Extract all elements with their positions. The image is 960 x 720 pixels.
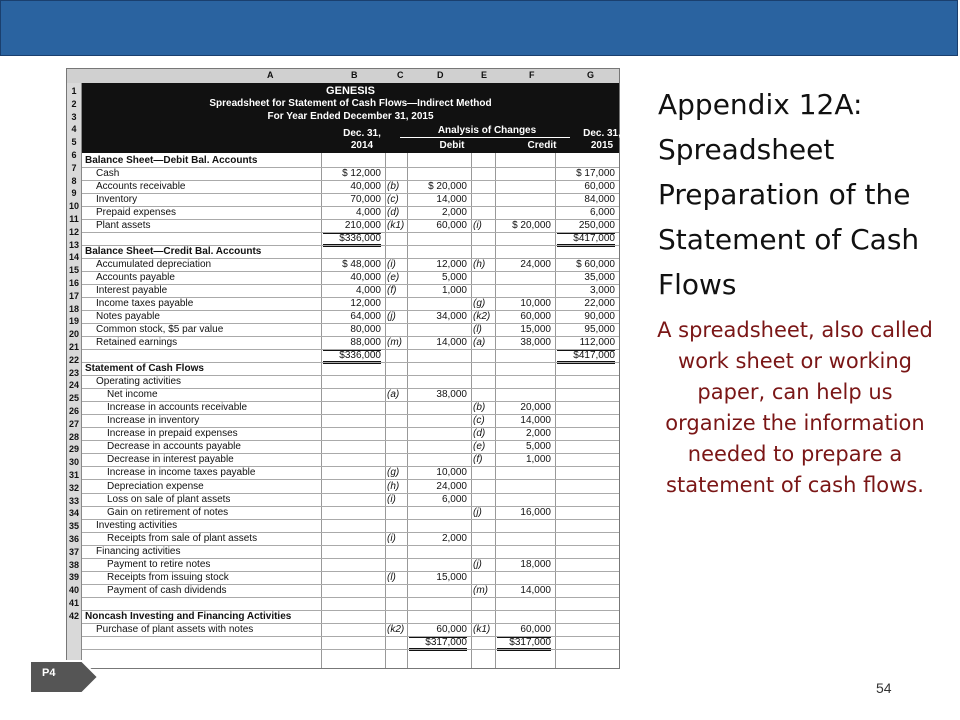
row-label: Increase in prepaid expenses [107,428,238,440]
row-label: Gain on retirement of notes [107,506,229,518]
cell-e: (k2) [473,311,491,323]
row-number: 41 [68,598,79,608]
cell-e: (h) [473,259,486,271]
cell-d: $317,000 [409,637,467,651]
row-label: Balance Sheet—Credit Bal. Accounts [85,246,262,258]
grid-line-f [495,153,496,668]
cell-e: (i) [473,220,482,232]
cell-f: 60,000 [520,311,551,323]
cell-f: 14,000 [520,415,551,427]
cell-g: $ 17,000 [576,168,615,180]
grid-line-d [407,153,408,668]
row-number: 36 [68,534,79,544]
row-number: 14 [68,252,79,263]
row-label: Balance Sheet—Debit Bal. Accounts [85,155,258,166]
cell-c: (b) [387,181,400,193]
title-bar [0,0,958,56]
header-analysis-of-changes: Analysis of Changes [437,125,537,136]
cell-c: (f) [387,285,397,297]
row-number: 15 [68,265,79,276]
row-label: Payment of cash dividends [107,584,227,596]
cell-g: $417,000 [557,233,615,247]
row-label: Financing activities [96,545,181,557]
row-number: 24 [68,380,79,391]
company-name: GENESIS [326,85,375,97]
cell-e: (m) [473,584,488,596]
cell-b: $ 12,000 [342,168,381,180]
row-label: Investing activities [96,519,178,531]
cell-e: (j) [473,506,482,518]
cell-d: 2,000 [441,532,467,544]
row-number: 18 [68,303,79,314]
row-number: 16 [68,278,79,288]
row-number: 28 [68,431,79,442]
cell-e: (b) [473,402,486,414]
cell-f: 38,000 [520,337,551,349]
row-number: 40 [68,585,79,596]
row-number: 34 [68,508,79,519]
cell-e: (g) [473,298,486,310]
cash-flow-spreadsheet [66,68,620,669]
spreadsheet-header [82,83,619,153]
row-label: Net income [107,389,158,401]
cell-b: 88,000 [350,337,381,349]
row-number: 30 [68,457,79,468]
header-debit: Debit [439,140,465,151]
row-number: 25 [68,393,79,404]
row-number: 42 [68,610,79,621]
cell-g: 6,000 [589,207,615,219]
cell-c: (m) [387,337,402,349]
row-label: Increase in inventory [107,415,200,427]
cell-c: (g) [387,467,400,479]
row-number: 2 [71,98,77,109]
objective-arrow-icon [30,657,100,697]
row-number: 39 [68,572,79,583]
row-label: Interest payable [96,285,168,297]
row-number: 20 [68,329,79,340]
cell-c: (i) [387,493,396,505]
column-header-f: F [529,70,535,80]
cell-c: (d) [387,207,400,219]
row-number: 17 [68,290,79,301]
row-label: Loss on sale of plant assets [107,493,231,505]
column-header-g: G [587,70,595,80]
cell-g: 22,000 [584,298,615,310]
cell-f: 24,000 [520,259,551,271]
header-divider [400,137,570,138]
cell-b: 64,000 [350,311,381,323]
cell-e: (k1) [473,623,491,635]
row-label: Inventory [96,194,138,206]
row-label: Cash [96,168,120,180]
slide-title: Appendix 12A: Spreadsheet Preparation of the Statement of Cash Flows [658,88,920,301]
cell-e: (j) [473,558,482,570]
cell-b: 80,000 [350,324,381,336]
column-header-a: A [267,70,274,80]
row-number: 5 [71,137,77,148]
row-label: Accumulated depreciation [96,259,212,271]
row-number: 10 [68,201,79,212]
cell-e: (e) [473,441,486,453]
cell-c: (c) [387,194,399,206]
row-label: Statement of Cash Flows [85,363,204,375]
header-year-2014: 2014 [350,140,374,151]
cell-b: $336,000 [323,350,381,364]
cell-d: 60,000 [436,623,467,635]
row-number-column [67,83,82,668]
row-label: Operating activities [96,376,182,388]
cell-g: 3,000 [589,285,615,297]
row-number: 31 [68,470,79,480]
row-number: 27 [68,418,79,429]
row-label: Noncash Investing and Financing Activities [85,610,292,622]
cell-b: 4,000 [355,207,381,219]
cell-d: 10,000 [436,467,467,479]
cell-d: 2,000 [441,207,467,219]
row-label: Retained earnings [96,337,178,349]
cell-d: 12,000 [436,259,467,271]
cell-c: (e) [387,272,400,284]
cell-g: 112,000 [579,337,615,349]
row-label: Notes payable [96,311,160,323]
row-number: 7 [71,162,77,173]
cell-b: 70,000 [350,194,381,206]
grid-line-g [555,153,556,668]
row-label: Payment to retire notes [107,558,211,570]
cell-d: 5,000 [441,272,467,284]
grid-line-b [321,153,322,668]
header-year-2015: 2015 [590,140,614,151]
row-number: 13 [68,239,79,250]
cell-f: 16,000 [520,506,551,518]
row-label: Decrease in interest payable [107,454,234,466]
cell-c: (j) [387,311,396,323]
row-divider [82,597,619,598]
cell-f: 10,000 [520,298,551,310]
cell-g: $ 60,000 [576,259,615,271]
cell-c: (h) [387,480,400,492]
cell-d: 60,000 [436,220,467,232]
column-header-c: C [397,70,404,80]
row-label: Purchase of plant assets with notes [96,623,254,635]
cell-f: 14,000 [520,584,551,596]
cell-f: 60,000 [520,623,551,635]
row-number: 23 [68,367,79,378]
cell-d: 15,000 [436,571,467,583]
cell-d: 14,000 [436,194,467,206]
spreadsheet-subtitle: Spreadsheet for Statement of Cash Flows—Indirect Method [209,98,492,109]
cell-f: 1,000 [525,454,551,466]
row-label: Receipts from issuing stock [107,571,229,583]
header-dec31-2015: Dec. 31, [583,128,621,139]
slide-description: A spreadsheet, also called work sheet or working paper, can help us organize the information needed to prepare a statement of cash flows. [657,318,933,497]
cell-f: $317,000 [497,637,551,651]
cell-b: $ 48,000 [342,259,381,271]
column-header-e: E [481,70,488,80]
cell-d: 24,000 [436,480,467,492]
row-number: 35 [68,521,79,532]
row-number: 3 [71,111,77,122]
cell-f: 5,000 [525,441,551,453]
cell-g: 60,000 [584,181,615,193]
header-dec31-2014: Dec. 31, [343,128,381,139]
cell-f: 20,000 [520,402,551,414]
row-number: 38 [68,559,79,570]
cell-f: $ 20,000 [512,220,551,232]
cell-d: 14,000 [436,337,467,349]
row-label: Accounts payable [96,272,175,284]
cell-f: 15,000 [520,324,551,336]
row-number: 12 [68,226,79,237]
cell-d: 34,000 [436,311,467,323]
cell-g: 95,000 [584,324,615,336]
spreadsheet-period: For Year Ended December 31, 2015 [267,111,434,122]
row-number: 8 [71,175,77,186]
grid-line-c [385,153,386,668]
row-number: 9 [71,188,77,199]
cell-f: 2,000 [525,428,551,440]
row-label: Plant assets [96,220,151,232]
row-number: 37 [68,546,79,557]
row-label: Common stock, $5 par value [96,324,224,336]
row-number: 11 [69,214,79,224]
cell-c: (k2) [387,623,405,635]
row-label: Decrease in accounts payable [107,441,241,453]
cell-e: (f) [473,454,483,466]
cell-g: 90,000 [584,311,615,323]
cell-b: $336,000 [323,233,381,247]
objective-tag: P4 [42,667,56,679]
row-label: Increase in accounts receivable [107,402,248,414]
cell-e: (d) [473,428,486,440]
column-header-b: B [351,70,358,80]
row-number: 1 [71,86,77,96]
cell-g: 250,000 [578,220,615,232]
row-label: Increase in income taxes payable [107,467,256,479]
cell-d: 6,000 [441,493,467,505]
cell-c: (k1) [387,220,405,232]
column-header-row [67,69,619,84]
row-number: 22 [68,354,79,365]
cell-c: (l) [387,571,396,583]
row-number: 19 [68,316,79,327]
row-number: 32 [68,482,79,493]
cell-g: 84,000 [584,194,615,206]
row-label: Accounts receivable [96,181,186,193]
cell-c: (a) [387,389,400,401]
column-header-d: D [437,70,444,80]
cell-e: (c) [473,415,485,427]
cell-d: $ 20,000 [428,181,467,193]
row-number: 21 [68,342,79,352]
cell-c: (i) [387,259,396,271]
cell-d: 1,000 [441,285,467,297]
row-label: Prepaid expenses [96,207,177,219]
row-number: 26 [68,406,79,416]
row-number: 6 [71,150,77,160]
row-number: 29 [68,444,79,455]
cell-b: 40,000 [350,272,381,284]
cell-b: 40,000 [350,181,381,193]
cell-g: 35,000 [584,272,615,284]
row-label: Income taxes payable [96,298,194,310]
header-credit: Credit [527,140,557,151]
page-number: 54 [876,680,892,696]
cell-e: (l) [473,324,482,336]
cell-b: 4,000 [355,285,381,297]
row-divider [82,388,619,389]
grid-line-e [471,153,472,668]
row-number: 4 [71,124,77,135]
row-number: 33 [68,495,79,506]
cell-f: 18,000 [520,558,551,570]
cell-b: 210,000 [344,220,381,232]
row-label: Receipts from sale of plant assets [107,532,258,544]
cell-b: 12,000 [350,298,381,310]
cell-d: 38,000 [436,389,467,401]
row-label: Depreciation expense [107,480,204,492]
cell-c: (i) [387,532,396,544]
cell-e: (a) [473,337,486,349]
cell-g: $417,000 [557,350,615,364]
